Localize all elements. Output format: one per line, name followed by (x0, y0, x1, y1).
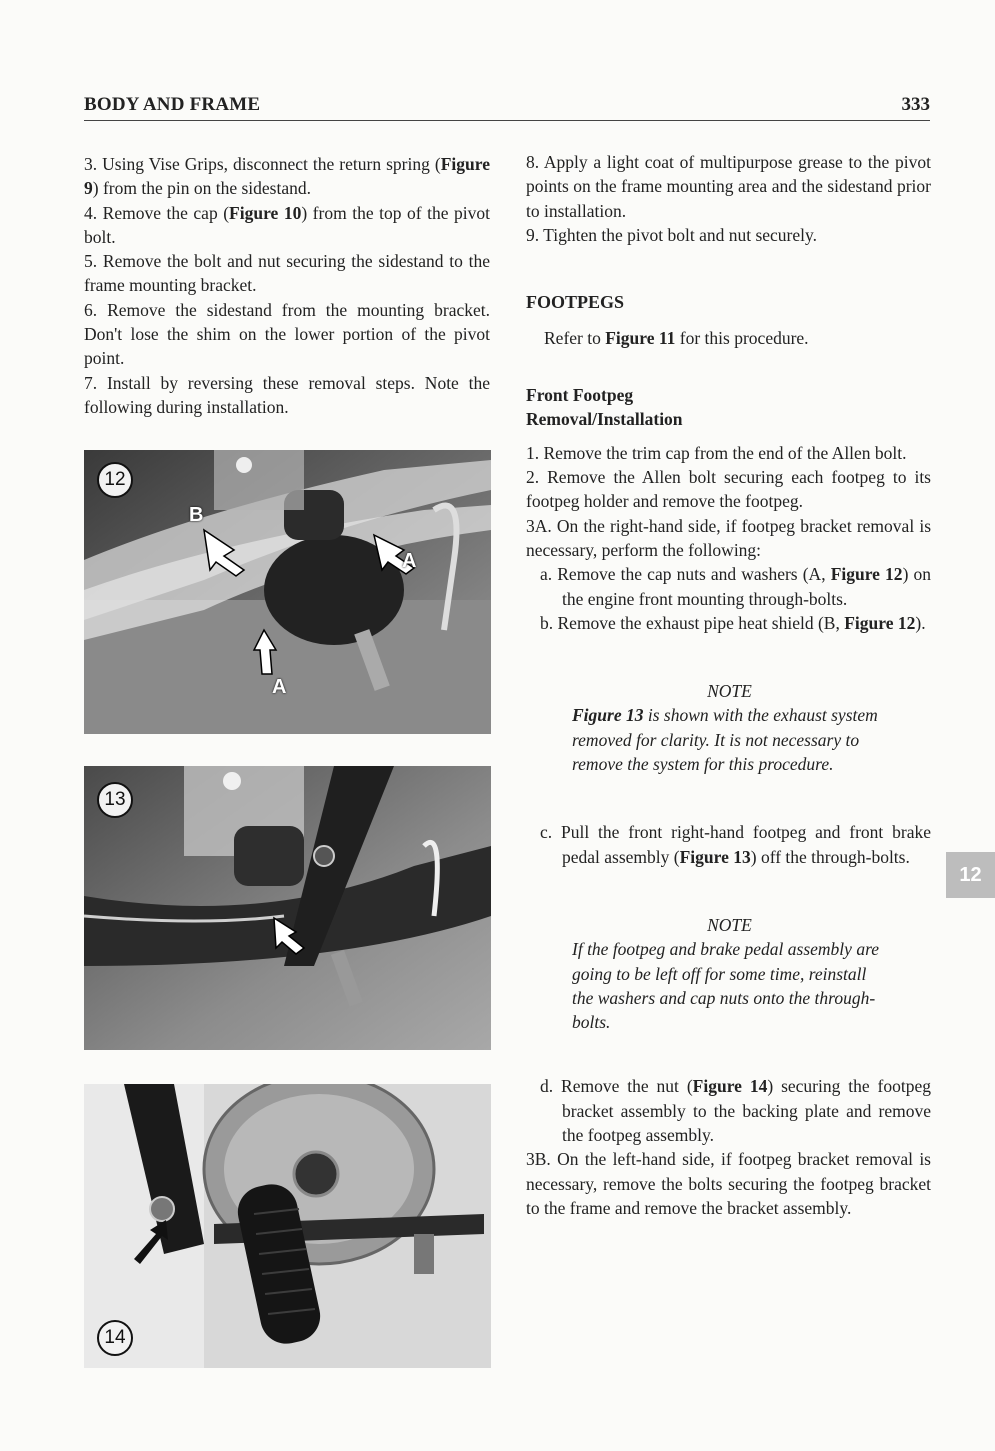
figure-13-image (84, 766, 491, 1050)
step-6: 6. Remove the sidestand from the mounting bracket. Don't lose the shim on the lower portion of the pivot point. (84, 299, 491, 369)
left-column-steps (84, 152, 490, 419)
substep-a: a. Remove the cap nuts and washers (A, Figure 12) on the engine front mounting through-bolts. (540, 564, 932, 609)
step-3b: 3B. On the left-hand side, if footpeg bracket removal is necessary, remove the bolts securing the footpeg bracket to the frame and remove the bracket assembly. (526, 1149, 931, 1218)
figure-12-callout-b: B (189, 504, 204, 526)
right-column (526, 150, 931, 1220)
step-3a: 3A. On the right-hand side, if footpeg bracket removal is necessary, perform the following: (526, 515, 931, 560)
step-4: 4. Remove the cap (Figure 10) from the top of the pivot bolt. (84, 202, 490, 247)
step-3: 3. Using Vise Grips, disconnect the return spring (Figure 9) from the pin on the sidestand. (84, 154, 490, 199)
step-9: 9. Tighten the pivot bolt and nut securely. (526, 224, 817, 245)
figure-13-label: 13 (97, 782, 133, 818)
figure-13-photo (84, 766, 491, 1050)
chapter-tab: 12 (946, 852, 995, 898)
step-1: 1. Remove the trim cap from the end of the Allen bolt. (526, 442, 907, 463)
note-2 (572, 913, 887, 1034)
substep-c: c. Pull the front right-hand footpeg and front brake pedal assembly (Figure 13) off the through-bolts. (540, 822, 931, 867)
note-1-text: Figure 13 is shown with the exhaust system removed for clarity. It is not necessary to remove the system for this procedure. (572, 705, 878, 775)
footpegs-heading: FOOTPEGS (526, 292, 625, 313)
section-title: BODY AND FRAME (84, 94, 261, 115)
note-1 (572, 679, 887, 776)
figure-12-image (84, 450, 491, 734)
note-2-title: NOTE (707, 914, 752, 935)
substep-d: d. Remove the nut (Figure 14) securing the footpeg bracket assembly to the backing plate and remove the footpeg assembly. (540, 1076, 932, 1146)
figure-14-label: 14 (97, 1320, 133, 1356)
figure-12-callout-a-bottom: A (272, 676, 287, 698)
front-footpeg-subheading: Front Footpeg Removal/Installation (526, 384, 683, 429)
step-2: 2. Remove the Allen bolt securing each footpeg to its footpeg holder and remove the footpeg. (526, 467, 931, 512)
step-7: 7. Install by reversing these removal steps. Note the following during installation. (84, 372, 491, 417)
substep-b: b. Remove the exhaust pipe heat shield (B, Figure 12). (540, 612, 926, 633)
note-1-title: NOTE (707, 681, 752, 702)
figure-12-callout-a-top: A (402, 550, 417, 572)
figure-12-photo (84, 450, 491, 734)
step-8: 8. Apply a light coat of multipurpose grease to the pivot points on the frame mounting area and the sidestand prior to installation. (526, 152, 931, 221)
note-2-text: If the footpeg and brake pedal assembly are going to be left off for some time, reinstall the washers and cap nuts onto the through-bolts. (572, 939, 879, 1033)
page-header (84, 94, 930, 121)
figure-14-image (84, 1084, 491, 1368)
refer-paragraph: Refer to Figure 11 for this procedure. (544, 328, 809, 349)
page-number: 333 (901, 94, 930, 115)
step-5: 5. Remove the bolt and nut securing the sidestand to the frame mounting bracket. (84, 251, 491, 296)
figure-14-photo (84, 1084, 491, 1368)
figure-12-label: 12 (97, 462, 133, 498)
